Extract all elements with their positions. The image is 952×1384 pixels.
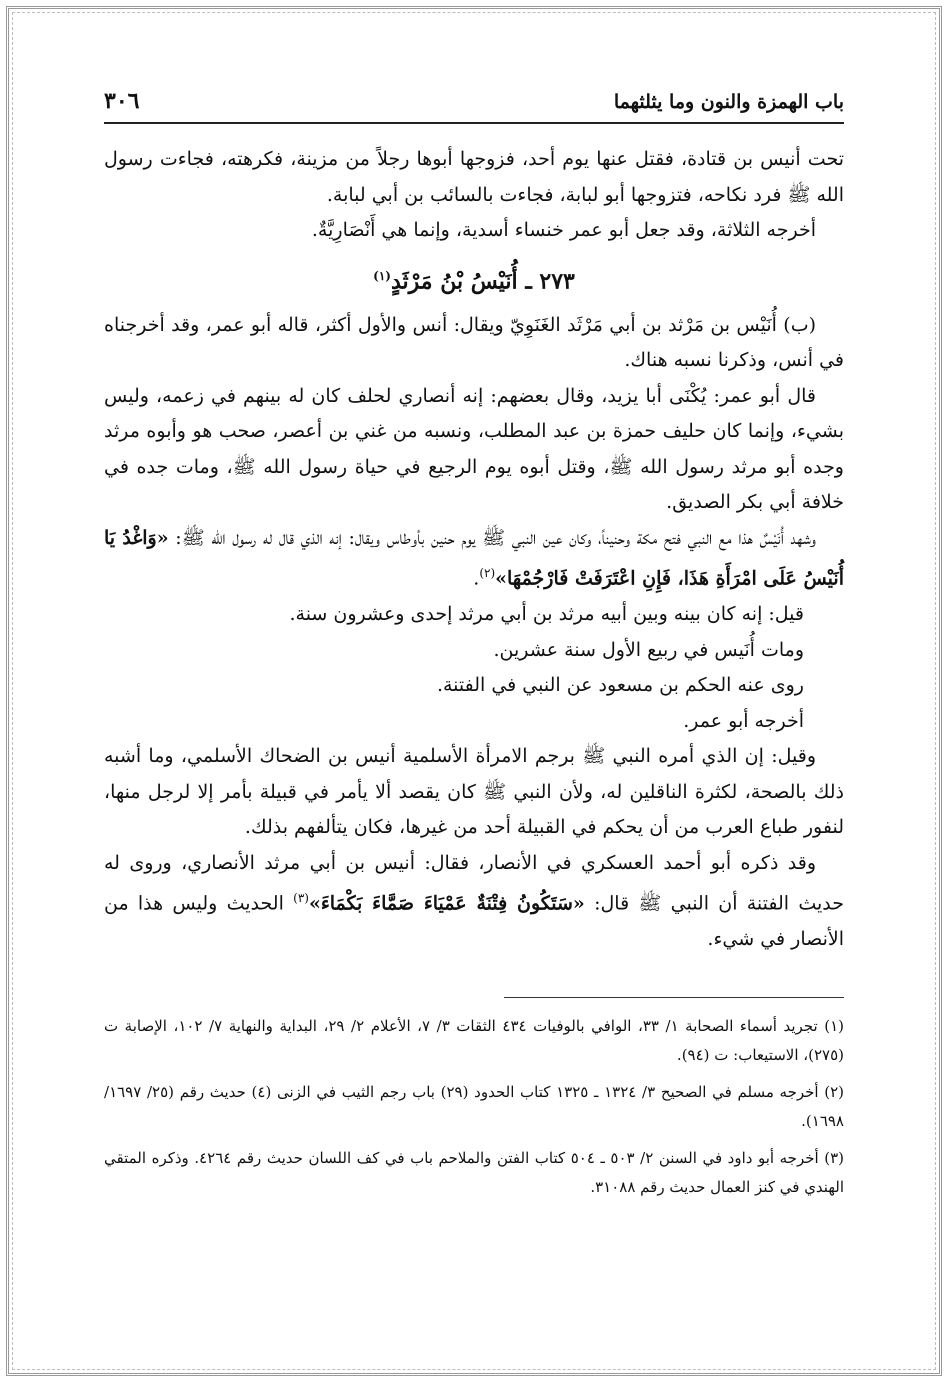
footnote-separator — [504, 997, 844, 998]
paragraph-8: روى عنه الحكم بن مسعود عن النبي في الفتنة. — [436, 674, 804, 697]
paragraph-11 — [104, 846, 844, 958]
paragraph-11-end: الحديث وليس هذا من الأنصار في شيء. — [104, 892, 844, 950]
hadith-quote-1: «وَاغْدُ يَا أُنَيْسُ عَلَى امْرَأَةِ هَذَا، فَإِنِ اعْتَرَفَتْ فَارْجُمْهَا» — [104, 526, 844, 590]
paragraph-9: أخرجه أبو عمر. — [683, 709, 804, 732]
hadith-quote-2: «سَتَكُونُ فِتْنَةٌ عَمْيَاءَ صَمَّاءَ بَكْمَاءَ» — [308, 892, 585, 915]
paragraph-1: تحت أنيس بن قتادة، فقتل عنها يوم أحد، فزوجها أبوها رجلاً من مزينة، فكرهته، فجاءت رسول الله ﷺ فرد نكاحه، فتزوجها أبو لبابة، فجاءت بالسائب بن أبي لبابة. — [104, 148, 844, 206]
paragraph-5-end: . — [473, 567, 480, 590]
paragraph-4: قال أبو عمر: يُكْنَى أبا يزيد، وقال بعضهم: إنه أنصاري لحلف كان له بينهم في زعمه، وليس بشيء، وإنما كان حليف حمزة بن عبد المطلب، ونسبه من غني بن أعصر، صحب هو وأبوه مرثد وجده أبو مرثد رسول الله ﷺ، وقتل أبوه يوم الرجيع في حياة رسول الله ﷺ، ومات جده في خلافة أبي بكر الصديق. — [104, 384, 844, 514]
footnote-3: (٣) أخرجه أبو داود في السنن ٢/ ٥٠٣ ـ ٥٠٤ كتاب الفتن والملاحم باب في كف اللسان حديث رقم ٤٢٦٤. وذكره المتقي الهندي في كنز العمال حديث رقم ٣١٠٨٨. — [104, 1149, 845, 1197]
footnote-2: (٢) أخرجه مسلم في الصحيح ٣/ ١٣٢٤ ـ ١٣٢٥ كتاب الحدود (٢٩) باب رجم الثيب في الزنى (٤) حديث رقم (٢٥/ ١٦٩٧/ ١٦٩٨). — [104, 1083, 845, 1131]
paragraph-7: ومات أُنَيس في ربيع الأول سنة عشرين. — [493, 638, 804, 661]
footnotes — [104, 1012, 844, 1202]
paragraph-5-text: وشهد أُنَيْسٌ هذا مع النبي فتح مكة وحنيناً، وكان عين النبي ﷺ يوم حنين بأوطاس ويقال: إنه الذي قال له رسول الله ﷺ: — [175, 526, 817, 549]
footnote-ref-1: (١) — [373, 268, 391, 283]
main-text — [104, 142, 844, 957]
paragraph-11-text: وقد ذكره أبو أحمد العسكري في الأنصار، فقال: أنيس بن أبي مرثد الأنصاري، وروى له حديث الفتنة أن النبي ﷺ قال: — [104, 851, 845, 915]
paragraph-6: قيل: إنه كان بينه وبين أبيه مرثد بن أبي مرثد إحدى وعشرون سنة. — [289, 603, 804, 626]
paragraph-2: أخرجه الثلاثة، وقد جعل أبو عمر خنساء أسدية، وإنما هي أَنْصَارِيَّةٌ. — [311, 219, 816, 241]
footnote-1: (١) تجريد أسماء الصحابة ١/ ٣٣، الوافي بالوفيات ٤٣٤ الثقات ٣/ ٧، الأعلام ٢/ ٢٩، البداية والنهاية ٧/ ١٠٢، الإصابة ت (٢٧٥)، الاستيعاب: ت (٩٤). — [104, 1017, 845, 1065]
running-title: باب الهمزة والنون وما يثلثهما — [613, 91, 844, 113]
running-header — [104, 88, 844, 124]
footnote-ref-3: (٣) — [293, 891, 309, 906]
paragraph-10: وقيل: إن الذي أمره النبي ﷺ برجم الامرأة الأسلمية أنيس بن الضحاك الأسلمي، وما أشبه ذلك بالصحة، لكثرة الناقلين له، ولأن النبي ﷺ كان يقصد ألا يأمر في قبيلة بأمر إلا لرجل منها، لنفور طباع العرب من أن يحكم في القبيلة أحد من غيرها، فكان يتألفهم بذلك. — [104, 745, 844, 839]
paragraph-5 — [104, 521, 844, 597]
entry-title: ٢٧٣ ـ أُنَيْسُ بْنُ مَرْثَدٍ — [390, 267, 575, 294]
footnote-ref-2: (٢) — [479, 566, 496, 581]
book-page — [104, 88, 844, 1210]
page-number: ٣٠٦ — [104, 88, 140, 114]
paragraph-3: (ب) أُنَيْس بن مَرْثد بن أبي مَرْثَد الغَنَوِيّ ويقال: أنس والأول أكثر، قاله أبو عمر، وقد أخرجناه في أنس، وذكرنا نسبه هناك. — [104, 313, 844, 372]
entry-heading — [104, 255, 844, 302]
